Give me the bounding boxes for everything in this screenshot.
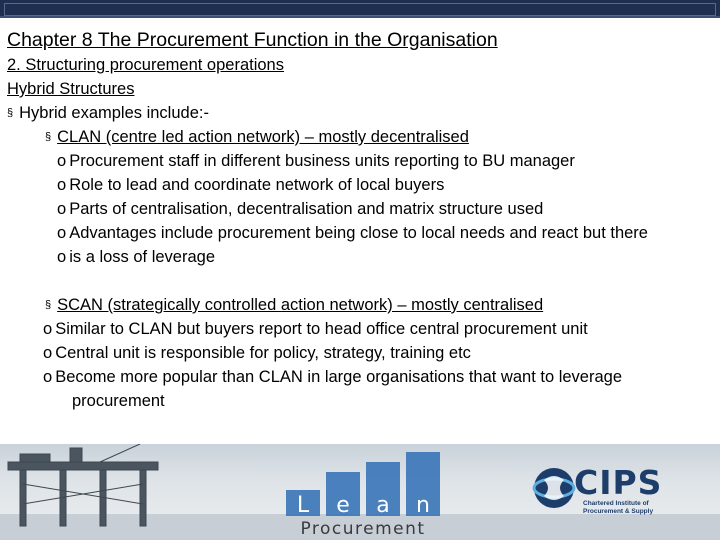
list-item: o Central unit is responsible for policy, strategy, training etc [43, 344, 471, 362]
top-header-bar [0, 0, 720, 18]
list-item-continuation: procurement [72, 392, 165, 410]
intro-bullet [7, 102, 209, 126]
list-item: o Similar to CLAN but buyers report to head office central procurement unit [43, 320, 588, 338]
subsection-heading: Hybrid Structures [7, 80, 135, 98]
lean-word: Procurement [300, 519, 426, 539]
scan-bullet [45, 294, 543, 318]
square-bullet-icon: § [45, 131, 52, 143]
circle-bullet-icon: o [57, 200, 67, 218]
circle-bullet-icon: o [57, 176, 67, 194]
circle-bullet-icon: o [57, 224, 67, 242]
square-bullet-icon: § [45, 299, 52, 311]
list-item: o Advantages include procurement being close to local needs and react but there [57, 224, 648, 242]
circle-bullet-icon: o [57, 248, 67, 266]
clan-bullet [45, 126, 469, 150]
lean-letter: n [416, 493, 430, 518]
circle-bullet-icon: o [43, 344, 53, 362]
cips-subtitle: Chartered Institute of Procurement & Supply [583, 500, 654, 515]
cips-logo-text: CIPS [574, 463, 663, 502]
lean-procurement-logo [276, 450, 444, 540]
circle-bullet-icon: o [43, 320, 53, 338]
list-item: o Parts of centralisation, decentralisation and matrix structure used [57, 200, 544, 218]
clan-heading: CLAN (centre led action network) – mostly decentralised [57, 128, 469, 146]
lean-letter: L [296, 493, 310, 518]
list-item: o Role to lead and coordinate network of local buyers [57, 176, 445, 194]
slide-title: Chapter 8 The Procurement Function in the Organisation [7, 29, 498, 51]
lean-letter: e [336, 493, 350, 518]
scan-heading: SCAN (strategically controlled action network) – mostly centralised [57, 296, 544, 314]
lean-letter: a [376, 493, 390, 518]
section-heading: 2. Structuring procurement operations [7, 56, 284, 74]
list-item: o Become more popular than CLAN in large organisations that want to leverage [43, 368, 623, 386]
intro-text: Hybrid examples include:- [19, 104, 209, 122]
list-item: o Procurement staff in different business units reporting to BU manager [57, 152, 575, 170]
list-item: o is a loss of leverage [57, 248, 216, 266]
square-bullet-icon: § [7, 107, 14, 119]
circle-bullet-icon: o [57, 152, 67, 170]
circle-bullet-icon: o [43, 368, 53, 386]
